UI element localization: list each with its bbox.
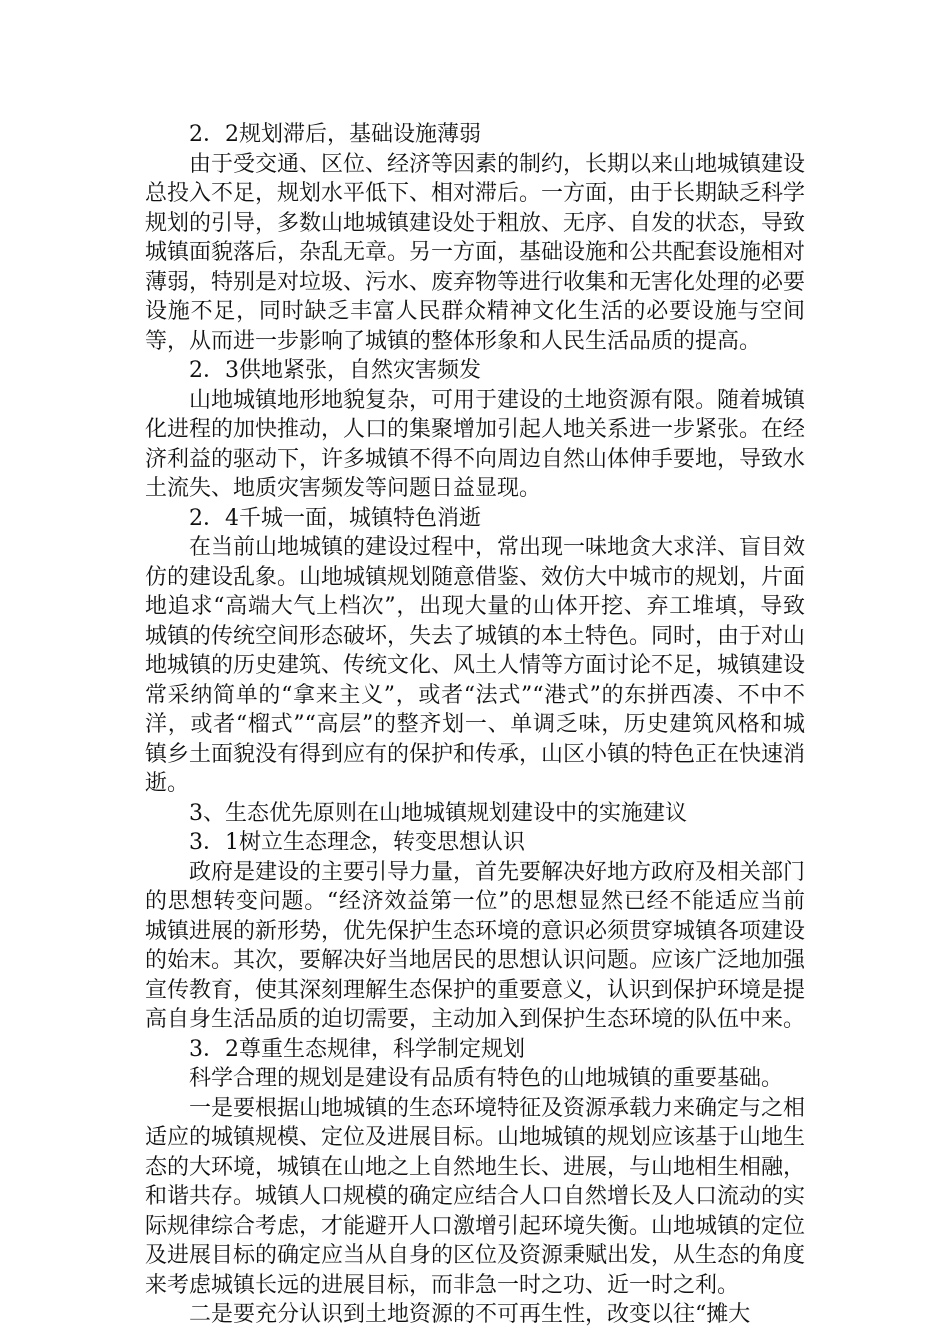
chapter-heading: 3、生态优先原则在山地城镇规划建设中的实施建议: [189, 800, 687, 826]
document-page: [145, 120, 805, 1330]
section-heading: 2．2规划滞后，基础设施薄弱: [189, 122, 481, 147]
body-paragraph: 由于受交通、区位、经济等因素的制约，长期以来山地城镇建设总投入不足，规划水平低下、相对滞后。一方面，由于长期缺乏科学规划的引导，多数山地城镇建设处于粗放、无序、自发的状态，导致城镇面貌落后，杂乱无章。另一方面，基础设施和公共配套设施相对薄弱，特别是对垃圾、污水、废弃物等进行收集和无害化处理的必要设施不足，同时缺乏丰富人民群众精神文化生活的必要设施与空间等，从而进一步影响了城镇的整体形象和人民生活品质的提高。: [145, 151, 806, 354]
section-heading: 3．2尊重生态规律，科学制定规划: [189, 1036, 525, 1062]
section-heading: 3．1树立生态理念，转变思想认识: [189, 830, 525, 855]
body-paragraph: 二是要充分认识到土地资源的不可再生性，改变以往“摊大: [189, 1302, 751, 1327]
body-paragraph: 一是要根据山地城镇的生态环境特征及资源承载力来确定与之相适应的城镇规模、定位及进展目标。山地城镇的规划应该基于山地生态的大环境，城镇在山地之上自然地生长、进展，与山地相生相融，和谐共存。城镇人口规模的确定应结合人口自然增长及人口流动的实际规律综合考虑，才能避开人口激增引起环境失衡。山地城镇的定位及进展目标的确定应当从自身的区位及资源秉赋出发，从生态的角度来考虑城镇长远的进展目标，而非急一时之功、近一时之利。: [145, 1095, 806, 1298]
section-heading: 2．4千城一面，城镇特色消逝: [189, 505, 481, 531]
body-paragraph: 在当前山地城镇的建设过程中，常出现一味地贪大求洋、盲目效仿的建设乱象。山地城镇规划随意借鉴、效仿大中城市的规划，片面地追求“高端大气上档次”，出现大量的山体开挖、弃工堆填，导致城镇的传统空间形态破坏，失去了城镇的本土特色。同时，由于对山地城镇的历史建筑、传统文化、风土人情等方面讨论不足，城镇建设常采纳简单的“拿来主义”，或者“法式”“港式”的东拼西凑、不中不洋，或者“榴式”“高层”的整齐划一、单调乏味，历史建筑风格和城镇乡土面貌没有得到应有的保护和传承，山区小镇的特色正在快速消逝。: [145, 535, 806, 796]
body-paragraph: 政府是建设的主要引导力量，首先要解决好地方政府及相关部门的思想转变问题。“经济效益第一位”的思想显然已经不能适应当前城镇进展的新形势，优先保护生态环境的意识必须贯穿城镇各项建设的始末。其次，要解决好当地居民的思想认识问题。应该广泛地加强宣传教育，使其深刻理解生态保护的重要意义，认识到保护环境是提高自身生活品质的迫切需要，主动加入到保护生态环境的队伍中来。: [145, 859, 806, 1032]
body-paragraph: 山地城镇地形地貌复杂，可用于建设的土地资源有限。随着城镇化进程的加快推动，人口的集聚增加引起人地关系进一步紧张。在经济利益的驱动下，许多城镇不得不向周边自然山体伸手要地，导致水土流失、地质灾害频发等问题日益显现。: [145, 387, 806, 501]
body-paragraph: 科学合理的规划是建设有品质有特色的山地城镇的重要基础。: [189, 1066, 784, 1091]
section-heading: 2．3供地紧张，自然灾害频发: [189, 358, 481, 383]
